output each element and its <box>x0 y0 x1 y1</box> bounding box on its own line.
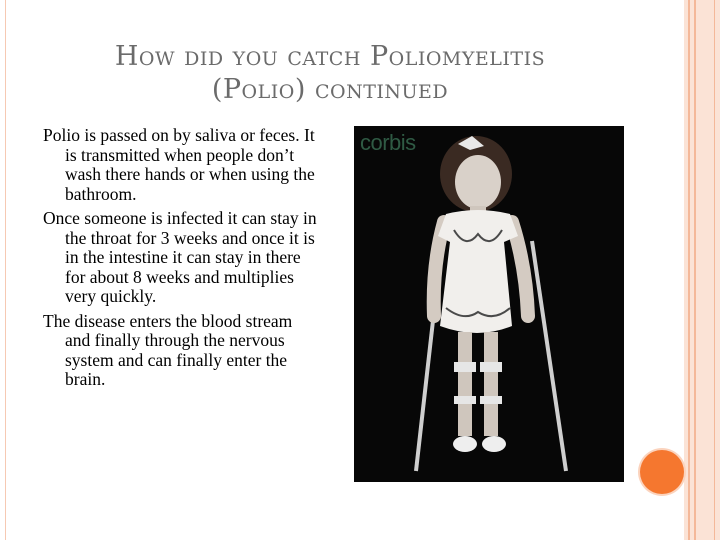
body-text <box>43 126 321 395</box>
paragraph-2: Once someone is infected it can stay in the throat for 3 weeks and once it is in the intestine it can stay in there for about 8 weeks and multiplies very quickly. <box>43 208 317 306</box>
right-leg-brace-lower <box>480 396 502 404</box>
slide-title-line-1: How did you catch Poliomyelitis <box>114 41 546 72</box>
left-leg-brace-lower <box>454 396 476 404</box>
photo-illustration <box>354 126 624 482</box>
photo-girl-with-crutches <box>354 126 624 482</box>
corbis-watermark: corbis <box>360 130 416 155</box>
right-leg <box>484 332 498 436</box>
stripe-line <box>694 0 696 540</box>
left-leg <box>458 332 472 436</box>
left-shoe <box>453 436 477 452</box>
right-shoe <box>482 436 506 452</box>
slide-title <box>40 40 620 106</box>
orange-circle-decoration <box>640 450 684 494</box>
paragraph-1: Polio is passed on by saliva or feces. It is transmitted when people don’t wash there hands or when using the bathroom. <box>43 125 315 204</box>
stripe-line <box>688 0 690 540</box>
left-border-line <box>5 0 6 540</box>
right-crutch <box>532 241 566 471</box>
right-leg-brace <box>480 362 502 372</box>
paragraph-3: The disease enters the blood stream and finally through the nervous system and can finally enter the brain. <box>43 310 293 389</box>
stripe-line <box>714 0 715 540</box>
face <box>455 155 501 209</box>
slide-title-line-2: (Polio) continued <box>211 74 449 105</box>
dress <box>438 210 518 333</box>
left-leg-brace <box>454 362 476 372</box>
